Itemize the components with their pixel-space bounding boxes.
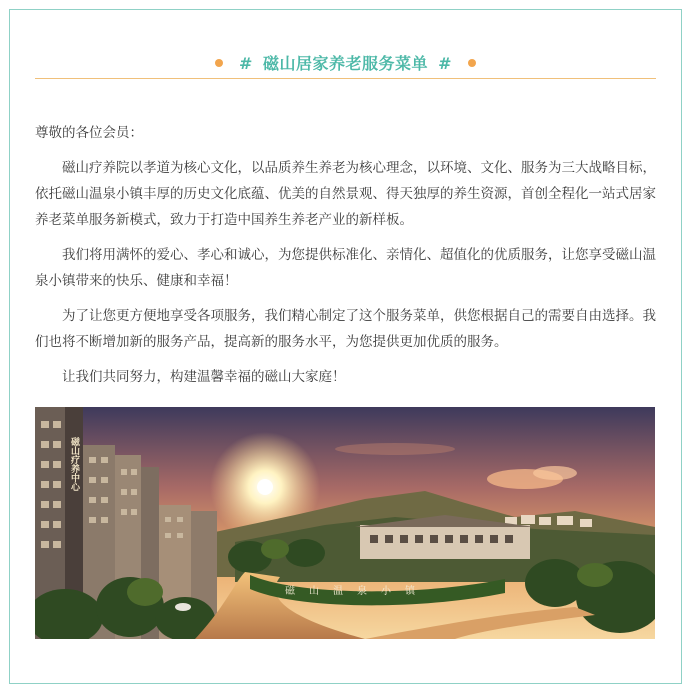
paragraph-intro: 磁山疗养院以孝道为核心文化，以品质养生养老为核心理念，以环境、文化、服务为三大战略目标，依托磁山温泉小镇丰厚的历史文化底蕴、优美的自然景观、得天独厚的养生资源，首创全程化一站式居家养老菜单服务新模式，致力于打造中国养生养老产业的新样板。: [35, 160, 656, 228]
hash-left: #: [239, 54, 253, 73]
garden-sign: 磁山温泉小镇: [285, 586, 429, 597]
letter-body: [35, 120, 656, 399]
page-title: 磁山居家养老服务菜单: [262, 54, 428, 73]
page-frame: [9, 9, 682, 684]
town-photo: [35, 407, 655, 639]
orange-dot-icon: [468, 59, 476, 67]
title-divider: [35, 78, 656, 79]
hash-right: #: [438, 54, 452, 73]
paragraph-menu: 为了让您更方便地享受各项服务，我们精心制定了这个服务菜单，供您根据自己的需要自由选择。我们也将不断增加新的服务产品，提高新的服务水平，为您提供更加优质的服务。: [35, 308, 656, 350]
paragraph-closing: 让我们共同努力，构建温馨幸福的磁山大家庭！: [62, 369, 346, 385]
building-sign: 磁山疗养中心: [69, 437, 79, 491]
paragraph-promise: 我们将用满怀的爱心、孝心和诚心，为您提供标准化、亲情化、超值化的优质服务，让您享受磁山温泉小镇带来的快乐、健康和幸福！: [35, 247, 656, 289]
greeting: 尊敬的各位会员：: [35, 125, 143, 141]
orange-dot-icon: [215, 59, 223, 67]
title-row: [10, 50, 681, 78]
